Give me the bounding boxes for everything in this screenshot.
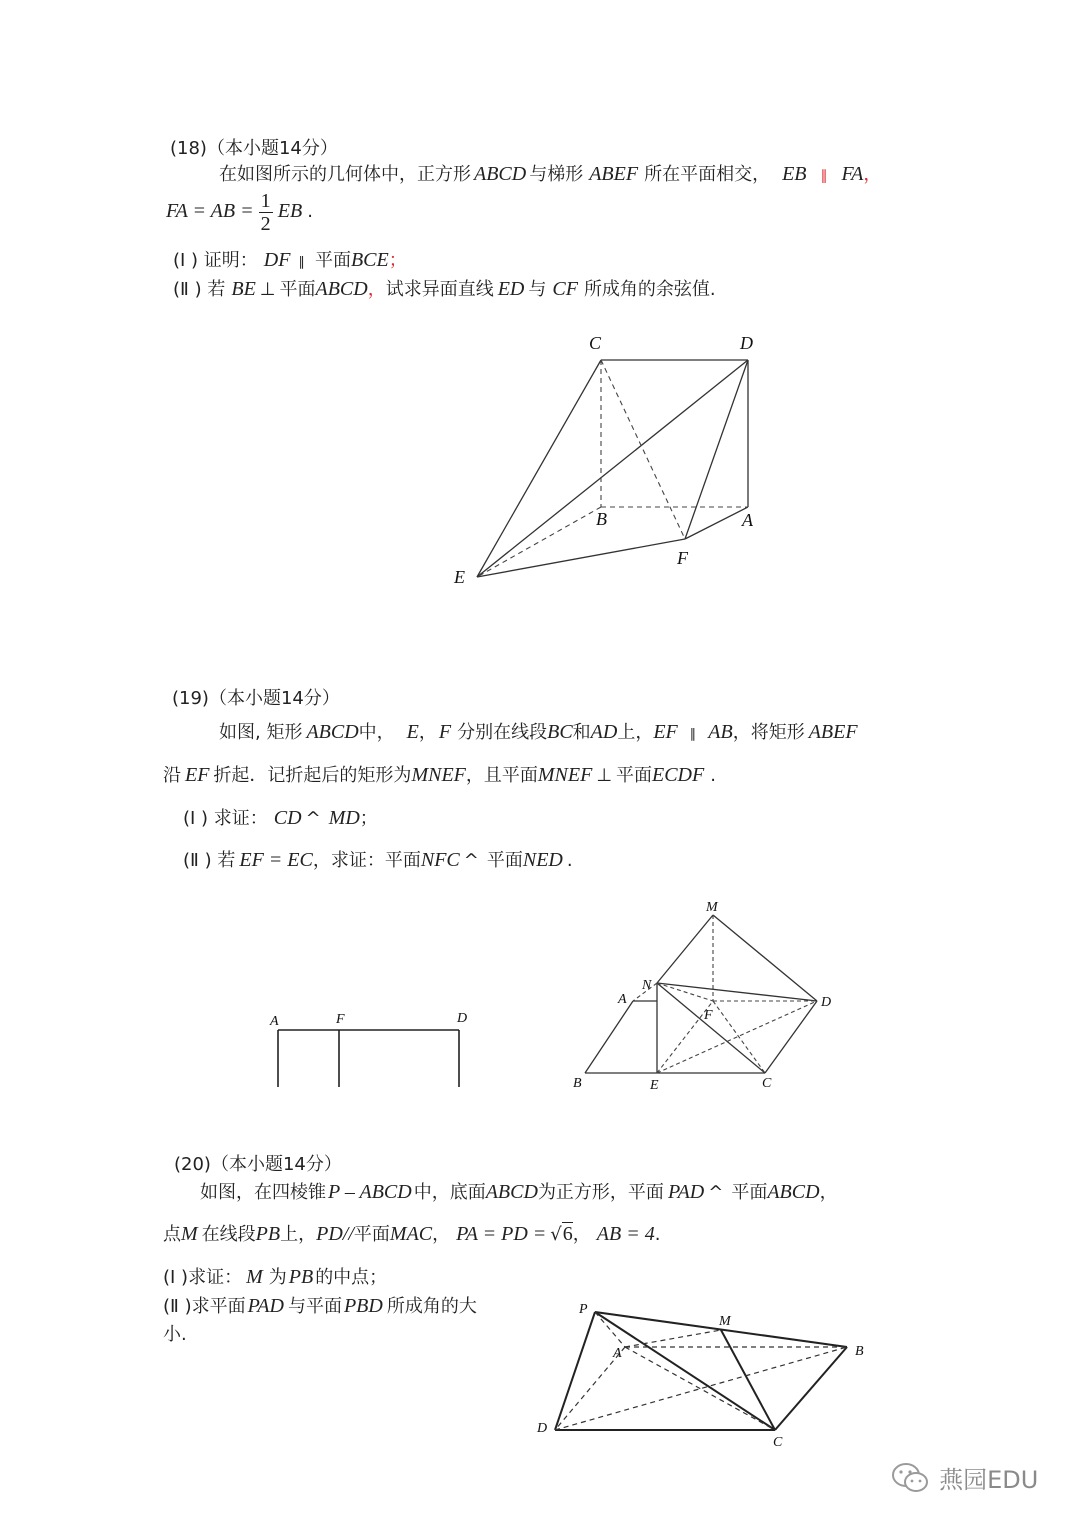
q20-label-C: C	[773, 1435, 783, 1450]
edge-NC	[657, 983, 765, 1073]
q18-part1: (Ⅰ ) 证明： DF ∥ 平面BCE；	[173, 249, 407, 271]
q18-label-B: B	[596, 509, 607, 529]
q18-intro: 在如图所示的几何体中，正方形 ABCD 与梯形 ABEF 所在平面相交， EB ∥ FA，	[219, 163, 882, 185]
edge-ED	[477, 360, 748, 577]
edge-ND	[657, 983, 817, 1001]
edge-CB	[775, 1347, 847, 1430]
q19-right-label-M: M	[706, 900, 718, 915]
q18-label-C: C	[589, 333, 602, 353]
edge-PC	[595, 1312, 775, 1430]
q19-figure-left	[262, 1005, 482, 1090]
watermark	[890, 1460, 1038, 1495]
q19-right-label-C: C	[762, 1076, 772, 1091]
q20-label-D: D	[537, 1421, 548, 1436]
q20-label-P: P	[579, 1302, 588, 1317]
q19-figure-right	[565, 895, 850, 1100]
q20-label-B: B	[855, 1344, 864, 1359]
edge-ED	[657, 1001, 817, 1073]
q19-part1: (Ⅰ ) 求证： CD ^ MD；	[183, 807, 378, 829]
q18-header: (18)（本小题14分）	[170, 138, 338, 159]
q18-fraction: $\frac{1}{2}$	[260, 190, 271, 235]
q19-left-label-A: A	[270, 1014, 279, 1029]
q19-line1: 如图, 矩形 ABCD中， E， F 分别在线段BC和AD上，EF ∥ AB，将矩形 ABEF	[219, 721, 858, 743]
q18-part2: (Ⅱ ) 若 BE ⊥ 平面ABCD，试求异面直线 ED 与 CF 所成角的余弦值.	[173, 278, 716, 300]
q20-label-M: M	[719, 1314, 731, 1329]
q18-label-D: D	[740, 333, 753, 353]
q20-part2: (Ⅱ )求平面 PAD 与平面 PBD 所成角的大	[163, 1295, 477, 1317]
q20-line1: 如图，在四棱锥 P – ABCD 中，底面ABCD为正方形，平面 PAD ^ 平面ABCD，	[200, 1181, 838, 1203]
q19-right-label-D: D	[821, 995, 832, 1010]
edge-PD	[555, 1312, 595, 1430]
q19-part2: (Ⅱ ) 若 EF = EC，求证：平面NFC ^ 平面NED .	[183, 849, 573, 871]
edge-FE	[477, 539, 685, 577]
wechat-icon	[890, 1461, 930, 1495]
q18-label-E: E	[454, 567, 465, 587]
q20-part1: (Ⅰ )求证： M 为 PB 的中点；	[163, 1266, 388, 1288]
q20-figure	[525, 1295, 880, 1455]
edge-CF	[601, 360, 685, 539]
q19-right-label-B: B	[573, 1076, 582, 1091]
q18-equation: FA = AB = $\frac{1}{2}$ EB .	[166, 190, 314, 235]
q19-right-label-A: A	[618, 992, 627, 1007]
watermark-text: 燕园EDU	[939, 1466, 1039, 1494]
edge-BE	[477, 507, 601, 577]
q20-part2-cont: 小.	[163, 1324, 187, 1345]
q20-header: (20)（本小题14分）	[174, 1154, 342, 1175]
q18-label-F: F	[677, 548, 688, 568]
q20-line2: 点M 在线段PB上，PD//平面MAC， PA = PD = √6， AB = 4.	[163, 1223, 661, 1245]
q18-figure	[440, 325, 770, 590]
edge-MD	[713, 915, 817, 1001]
q19-line2: 沿 EF 折起．记折起后的矩形为MNEF，且平面MNEF ⊥ 平面ECDF .	[163, 764, 716, 786]
q18-label-A: A	[742, 510, 753, 530]
q19-left-label-F: F	[336, 1012, 345, 1027]
edge-AM	[625, 1330, 721, 1347]
edge-DB	[555, 1347, 847, 1430]
q20-label-A: A	[613, 1346, 622, 1361]
q19-left-label-D: D	[457, 1011, 468, 1026]
q19-right-label-N: N	[642, 978, 652, 993]
edge-MN	[657, 915, 713, 983]
q19-right-label-F: F	[704, 1008, 713, 1023]
edge-AB	[585, 1001, 633, 1073]
edge-EC	[477, 360, 601, 577]
edge-CD	[765, 1001, 817, 1073]
q19-right-label-E: E	[650, 1078, 659, 1093]
q19-header: (19)（本小题14分）	[172, 688, 340, 709]
